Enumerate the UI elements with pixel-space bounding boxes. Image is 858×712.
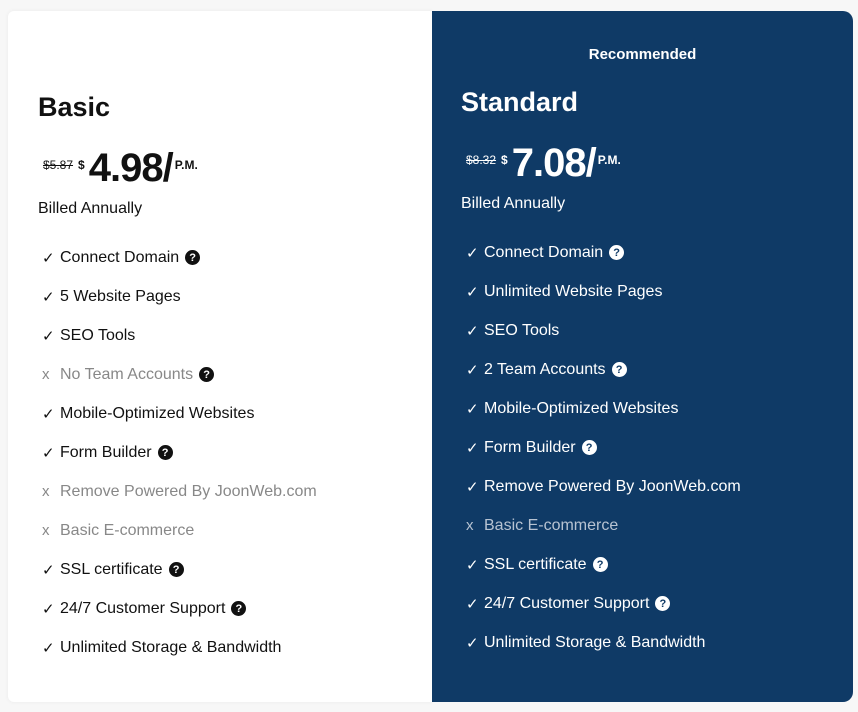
feature-list xyxy=(466,233,741,662)
price-period: P.M. xyxy=(597,153,621,167)
help-icon[interactable]: ? xyxy=(655,596,670,611)
feature-item xyxy=(42,394,317,433)
check-icon: ✓ xyxy=(466,634,479,652)
help-icon[interactable]: ? xyxy=(593,557,608,572)
feature-label: Mobile-Optimized Websites xyxy=(60,404,255,422)
feature-item xyxy=(42,589,317,628)
billing-note: Billed Annually xyxy=(38,200,143,217)
feature-label: 24/7 Customer Support xyxy=(60,599,226,617)
check-icon: ✓ xyxy=(42,561,55,579)
feature-label: Form Builder xyxy=(484,438,576,456)
feature-item xyxy=(466,233,741,272)
feature-item xyxy=(42,355,317,394)
check-icon: ✓ xyxy=(466,556,479,574)
cross-icon: x xyxy=(42,366,50,383)
help-icon[interactable]: ? xyxy=(231,601,246,616)
feature-item xyxy=(42,433,317,472)
plan-title: Standard xyxy=(461,87,579,117)
feature-item xyxy=(466,272,741,311)
feature-label: SEO Tools xyxy=(484,321,560,339)
feature-label: 24/7 Customer Support xyxy=(484,594,650,612)
check-icon: ✓ xyxy=(42,639,55,657)
feature-label: Unlimited Website Pages xyxy=(484,282,663,300)
check-icon: ✓ xyxy=(42,444,55,462)
check-icon: ✓ xyxy=(466,244,479,262)
help-icon[interactable]: ? xyxy=(609,245,624,260)
old-price: $5.87 xyxy=(43,158,74,172)
check-icon: ✓ xyxy=(466,361,479,379)
feature-item xyxy=(466,311,741,350)
cross-icon: x xyxy=(42,522,50,539)
price-amount: 7.08/ xyxy=(511,141,596,185)
feature-item xyxy=(42,277,317,316)
check-icon: ✓ xyxy=(466,400,479,418)
check-icon: ✓ xyxy=(42,288,55,306)
feature-label: Mobile-Optimized Websites xyxy=(484,399,679,417)
help-icon[interactable]: ? xyxy=(169,562,184,577)
feature-item xyxy=(466,623,741,662)
feature-list xyxy=(42,238,317,667)
feature-item xyxy=(466,584,741,623)
feature-label: SSL certificate xyxy=(60,560,163,578)
feature-label: SSL certificate xyxy=(484,555,587,573)
check-icon: ✓ xyxy=(42,249,55,267)
old-price: $8.32 xyxy=(466,153,497,167)
check-icon: ✓ xyxy=(42,600,55,618)
feature-label: Remove Powered By JoonWeb.com xyxy=(484,477,741,495)
check-icon: ✓ xyxy=(466,439,479,457)
feature-item xyxy=(466,428,741,467)
check-icon: ✓ xyxy=(466,322,479,340)
recommended-badge: Recommended xyxy=(588,46,697,63)
feature-item xyxy=(466,389,741,428)
feature-item xyxy=(42,472,317,511)
plan-card-standard xyxy=(432,11,853,702)
feature-label: 2 Team Accounts xyxy=(484,360,606,378)
currency-symbol: $ xyxy=(78,158,85,172)
plan-card-basic xyxy=(8,11,432,702)
help-icon[interactable]: ? xyxy=(158,445,173,460)
feature-label: No Team Accounts xyxy=(60,365,194,383)
feature-item xyxy=(466,506,741,545)
billing-note: Billed Annually xyxy=(461,195,566,212)
feature-label: Basic E-commerce xyxy=(60,521,195,539)
help-icon[interactable]: ? xyxy=(185,250,200,265)
feature-label: Remove Powered By JoonWeb.com xyxy=(60,482,317,500)
help-icon[interactable]: ? xyxy=(199,367,214,382)
feature-item xyxy=(42,238,317,277)
feature-item xyxy=(42,511,317,550)
feature-label: Form Builder xyxy=(60,443,152,461)
feature-label: Connect Domain xyxy=(484,243,604,261)
feature-label: Connect Domain xyxy=(60,248,180,266)
feature-label: 5 Website Pages xyxy=(60,287,181,305)
feature-label: Basic E-commerce xyxy=(484,516,619,534)
feature-label: Unlimited Storage & Bandwidth xyxy=(60,638,282,656)
help-icon[interactable]: ? xyxy=(612,362,627,377)
feature-item xyxy=(466,467,741,506)
price-period: P.M. xyxy=(174,158,198,172)
cross-icon: x xyxy=(42,483,50,500)
feature-item xyxy=(466,545,741,584)
price-amount: 4.98/ xyxy=(88,146,173,190)
check-icon: ✓ xyxy=(466,478,479,496)
feature-item xyxy=(42,628,317,667)
plan-title: Basic xyxy=(38,92,111,122)
plan-price xyxy=(43,146,198,191)
feature-item xyxy=(42,316,317,355)
check-icon: ✓ xyxy=(42,327,55,345)
check-icon: ✓ xyxy=(466,283,479,301)
check-icon: ✓ xyxy=(42,405,55,423)
feature-item xyxy=(466,350,741,389)
feature-item xyxy=(42,550,317,589)
feature-label: SEO Tools xyxy=(60,326,136,344)
feature-label: Unlimited Storage & Bandwidth xyxy=(484,633,706,651)
currency-symbol: $ xyxy=(501,153,508,167)
cross-icon: x xyxy=(466,517,474,534)
help-icon[interactable]: ? xyxy=(582,440,597,455)
check-icon: ✓ xyxy=(466,595,479,613)
plan-price xyxy=(466,141,621,186)
